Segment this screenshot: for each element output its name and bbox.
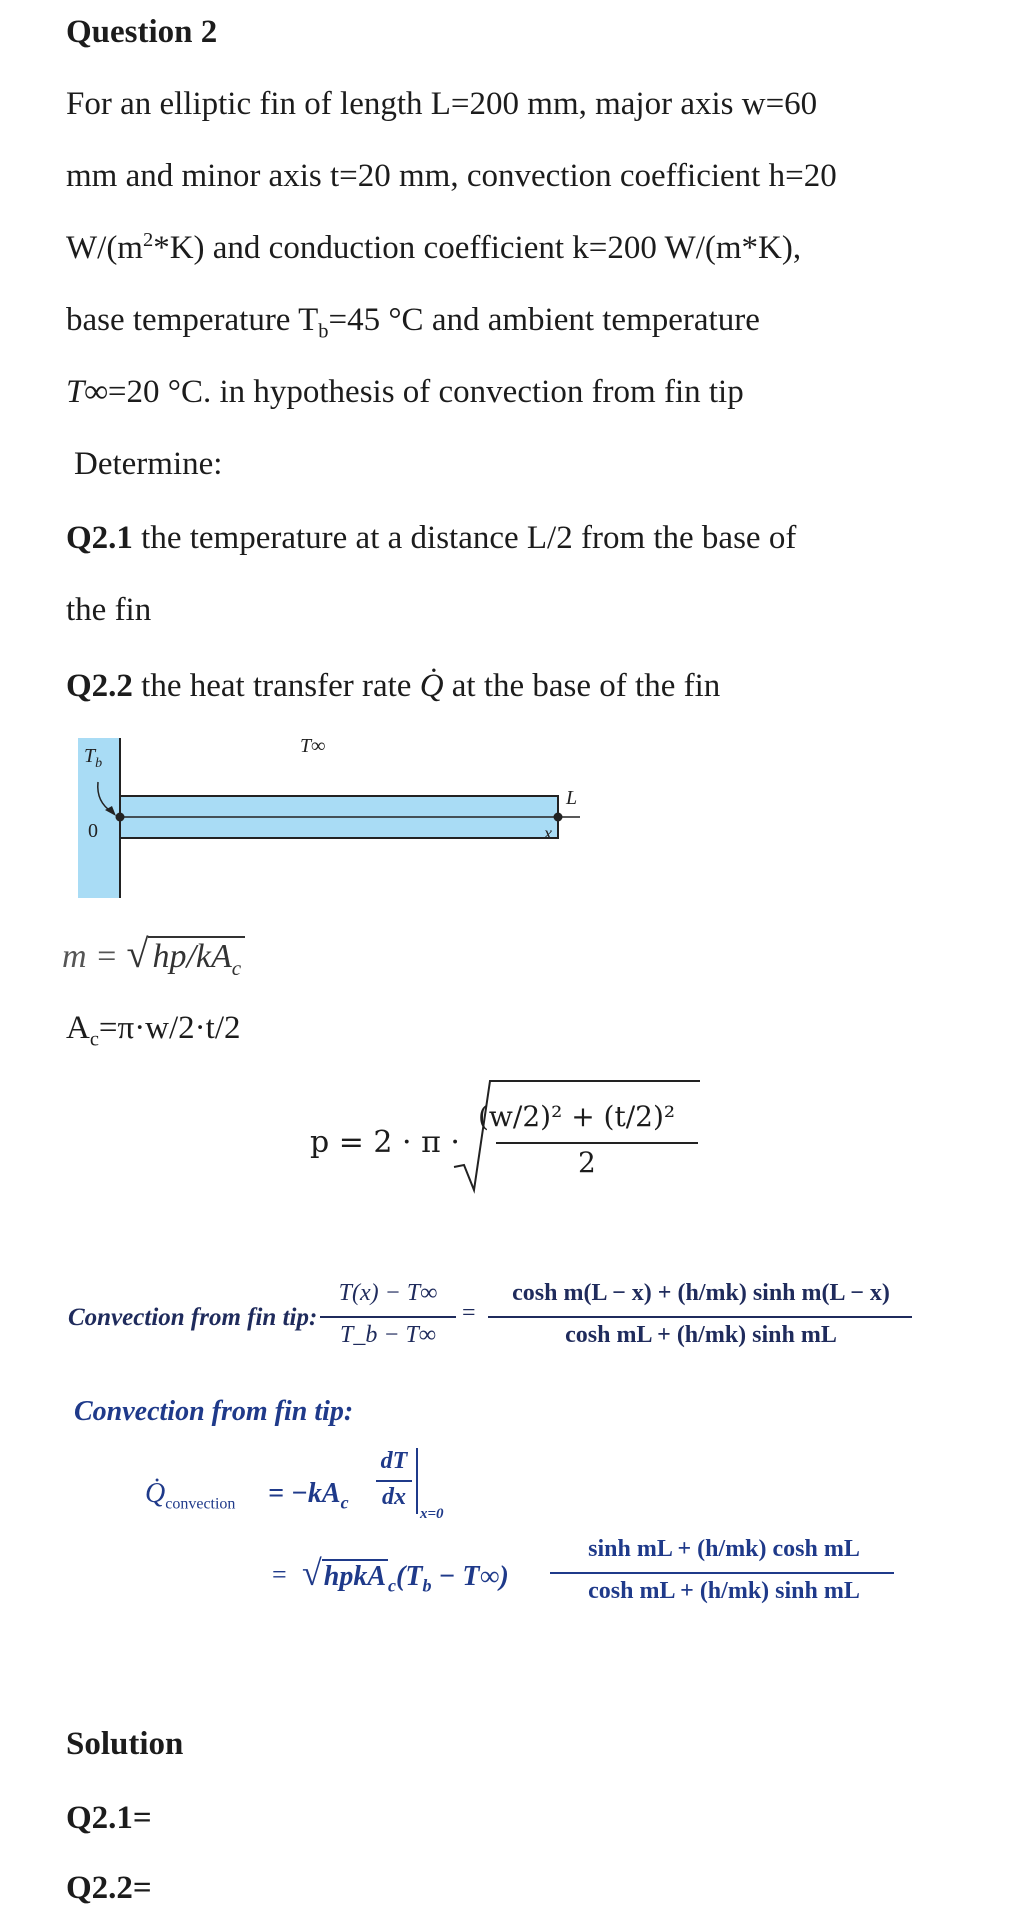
origin-dot bbox=[116, 813, 125, 822]
tinf-rest: =20 °C. in hypothesis of convection from fin tip bbox=[107, 374, 744, 410]
formula-ac bbox=[66, 1010, 241, 1051]
length-label: L bbox=[566, 787, 578, 809]
sqrt-sign-2: √ bbox=[302, 1553, 322, 1593]
answer-q2-1: Q2.1= bbox=[66, 1800, 152, 1836]
problem-line-5 bbox=[66, 374, 744, 411]
origin-label: 0 bbox=[88, 820, 98, 842]
conv-bar-left bbox=[320, 1316, 456, 1318]
m-lhs: m = bbox=[62, 938, 118, 975]
conv-tip-label: Convection from fin tip: bbox=[68, 1304, 318, 1331]
unit-open: W/(m bbox=[66, 230, 143, 266]
q1-label: Q2.1 bbox=[66, 520, 133, 556]
conv-den-left: T_b − T∞ bbox=[340, 1322, 436, 1348]
p-lhs: p = 2 · π · bbox=[310, 1125, 460, 1160]
eval-at: x=0 bbox=[420, 1506, 444, 1522]
q-conv-bar bbox=[550, 1572, 894, 1574]
fin-diagram bbox=[60, 730, 580, 900]
base-sub: b bbox=[318, 320, 329, 343]
conv-num-left: T(x) − T∞ bbox=[338, 1280, 438, 1306]
q2-text-b: at the base of the fin bbox=[443, 668, 721, 704]
ac-sub: c bbox=[89, 1028, 99, 1051]
dx-den: dx bbox=[382, 1484, 406, 1510]
q-conv-eq1: = $-kA_c$ bbox=[268, 1478, 349, 1513]
q-conv-num: sinh mL + (h/mk) cosh mL bbox=[588, 1536, 860, 1562]
dT-bar bbox=[376, 1480, 412, 1482]
answer-q2-2: Q2.2= bbox=[66, 1870, 152, 1906]
conv-den-right: cosh mL + (h/mk) sinh mL bbox=[565, 1322, 837, 1348]
q-conv-eq2: = bbox=[272, 1560, 287, 1589]
m-root: $hp/kA_c$ bbox=[148, 936, 245, 975]
conv-eq: = bbox=[462, 1300, 476, 1326]
q-conv-den: cosh mL + (h/mk) sinh mL bbox=[588, 1578, 860, 1604]
question-2-1-cont: the fin bbox=[66, 592, 152, 628]
conv-tip-label-2: Convection from fin tip: bbox=[74, 1396, 354, 1427]
x-label: x bbox=[544, 823, 552, 843]
unit-sup: 2 bbox=[142, 229, 154, 251]
q2-text-a: the heat transfer rate bbox=[132, 668, 420, 704]
q2-label: Q2.2 bbox=[66, 668, 133, 704]
q-conv-root: √hpkA $_c(T_b - T\infty)$ bbox=[302, 1553, 509, 1596]
question-2-2 bbox=[66, 668, 720, 705]
p-denominator: 2 bbox=[578, 1146, 596, 1179]
solution-heading: Solution bbox=[66, 1726, 184, 1762]
problem-line-2: mm and minor axis t=20 mm, convection coefficient h=20 bbox=[66, 158, 837, 194]
conduction-text: and conduction coefficient k=200 W/(m*K), bbox=[212, 230, 802, 266]
q-dot-symbol: Q̇ bbox=[419, 668, 444, 704]
tb-label: $T_b$ bbox=[84, 745, 103, 771]
conv-num-right: cosh m(L − x) + (h/mk) sinh m(L − x) bbox=[512, 1280, 890, 1306]
ac-rest: =π·w/2·t/2 bbox=[98, 1010, 241, 1046]
tip-dot bbox=[554, 813, 563, 822]
q1-text: the temperature at a distance L/2 from the base of bbox=[132, 520, 797, 556]
problem-line-1: For an elliptic fin of length L=200 mm, major axis w=60 bbox=[66, 86, 818, 122]
formula-m bbox=[62, 930, 245, 980]
ac-a: A bbox=[66, 1010, 90, 1046]
problem-line-3 bbox=[66, 230, 801, 267]
q-conv-symbol: $Q̇_{convection}$ bbox=[145, 1478, 236, 1513]
problem-line-4 bbox=[66, 302, 760, 343]
base-temp-rest: =45 °C and ambient temperature bbox=[328, 302, 760, 338]
dT-num: dT bbox=[380, 1448, 408, 1474]
eval-bar bbox=[416, 1448, 418, 1514]
tinf-symbol: T∞ bbox=[66, 374, 108, 410]
unit-close: *K) bbox=[153, 230, 205, 266]
question-title: Question 2 bbox=[66, 14, 218, 50]
sqrt-sign: √ bbox=[126, 931, 149, 976]
tinf-label: T∞ bbox=[300, 735, 326, 757]
base-temp-label: base temperature T bbox=[66, 302, 319, 338]
determine-label: Determine: bbox=[74, 446, 223, 482]
conv-bar-right bbox=[488, 1316, 912, 1318]
p-numerator: (w/2)² + (t/2)² bbox=[478, 1100, 676, 1133]
question-2-1 bbox=[66, 520, 796, 557]
